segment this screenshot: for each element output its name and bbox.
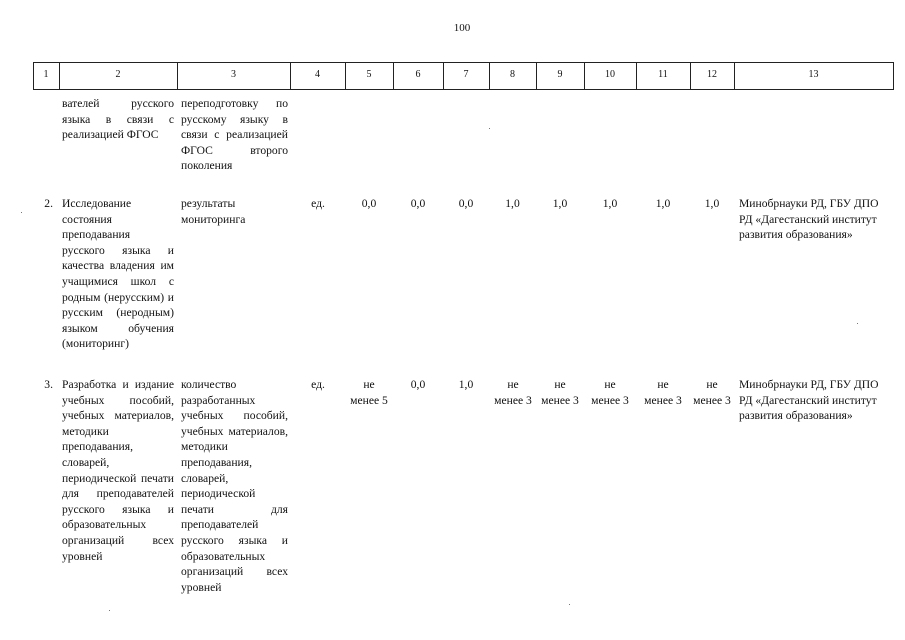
value-cell: не менее 3 — [591, 378, 629, 407]
column-number: 11 — [658, 69, 668, 80]
unit-cell: ед. — [311, 197, 325, 210]
value-cell: не менее 3 — [693, 378, 731, 407]
value-cell: 1,0 — [552, 197, 568, 210]
event-cell: вателей русского языка в связи с реализацией ФГОС — [62, 97, 174, 142]
event-cell: Разработка и издание учебных пособий, учебных материалов, методики преподавания, словарей, периодической печати для преподавателей русского языка и образовательных организаций всех уровней — [62, 378, 174, 563]
header-top-border — [33, 62, 893, 63]
column-number: 12 — [707, 69, 717, 80]
indicator-cell: переподготовку по русскому языку в связи с реализацией ФГОС второго поколения — [181, 97, 288, 173]
scan-speck — [569, 604, 570, 605]
scan-speck — [489, 128, 490, 129]
column-number: 8 — [510, 69, 515, 80]
column-number: 13 — [808, 69, 819, 80]
page-number: 100 — [453, 22, 471, 34]
column-number: 5 — [366, 69, 372, 80]
indicator-cell: результаты мониторинга — [181, 197, 246, 226]
row-number: 2. — [44, 197, 53, 210]
column-number: 10 — [605, 69, 615, 80]
indicator-cell: количество разработанных учебных пособий, учебных материалов, методики преподавания, словарей, периодической печати для преподавателей русского языка и образовательных организаций всех уровней — [181, 378, 288, 594]
column-number: 2 — [115, 69, 121, 80]
column-divider — [893, 62, 894, 90]
value-cell: не менее 3 — [644, 378, 682, 407]
value-cell: не менее 3 — [541, 378, 579, 407]
unit-cell: ед. — [311, 378, 325, 391]
column-number: 9 — [557, 69, 563, 80]
value-cell: 0,0 — [458, 197, 474, 210]
responsible-cell: Минобрнауки РД, ГБУ ДПО РД «Дагестанский институт развития образования» — [739, 378, 879, 423]
value-cell: не менее 3 — [494, 378, 532, 407]
value-cell: 0,0 — [361, 197, 377, 210]
scan-speck — [109, 610, 110, 611]
value-cell: 1,0 — [602, 197, 618, 210]
column-number: 1 — [43, 69, 49, 80]
event-cell: Исследование состояния преподавания русского языка и качества владения им учащимися школ с родным (нерусским) и русским (неродным) языком обучения (мониторинг) — [62, 197, 174, 351]
value-cell: 1,0 — [505, 197, 520, 210]
value-cell: 1,0 — [704, 197, 720, 210]
header-bottom-border — [33, 89, 893, 90]
value-cell: 0,0 — [410, 197, 426, 210]
scan-speck — [21, 212, 22, 213]
responsible-cell: Минобрнауки РД, ГБУ ДПО РД «Дагестанский институт развития образования» — [739, 197, 879, 242]
value-cell: не менее 5 — [350, 378, 388, 407]
row-number: 3. — [44, 378, 53, 391]
value-cell: 1,0 — [655, 197, 671, 210]
value-cell: 1,0 — [458, 378, 474, 391]
column-number: 3 — [231, 69, 236, 80]
column-number: 6 — [415, 69, 421, 80]
scan-speck — [857, 323, 858, 324]
column-number: 7 — [463, 69, 469, 80]
value-cell: 0,0 — [410, 378, 426, 391]
column-number: 4 — [315, 69, 320, 80]
